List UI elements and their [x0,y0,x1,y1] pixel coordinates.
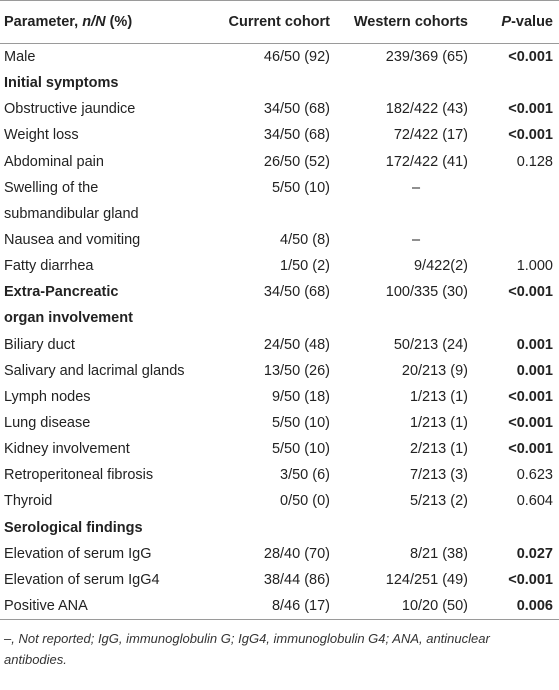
cell-western-cohorts [340,201,480,227]
cell-western-cohorts: 100/335 (30) [385,284,468,301]
cell-p-value [480,70,559,96]
header-parameter: Parameter, n/N (%) [0,1,197,44]
cell-western-cohorts: 10/20 (50) [340,593,480,620]
table-header [0,1,559,44]
cell-parameter: Biliary duct [4,336,75,353]
cell-p-value: <0.001 [508,127,553,144]
cell-current-cohort: 13/50 (26) [263,362,330,379]
cell-parameter: Extra-Pancreatic [4,284,119,301]
cell-p-value [480,227,559,253]
table-row [0,410,559,436]
header-row [0,1,559,44]
table-row [0,462,559,488]
table-row [0,96,559,122]
cell-current-cohort [197,515,340,541]
cell-parameter: Fatty diarrhea [4,258,94,275]
cell-parameter: submandibular gland [4,205,139,222]
cell-western-cohorts: 1/213 (1) [409,415,468,432]
cell-western-cohorts: – [412,179,421,196]
cell-parameter: Lung disease [4,415,91,432]
cell-parameter: Elevation of serum IgG [4,545,152,562]
table-row [0,227,559,253]
cell-p-value: 0.001 [516,336,553,353]
cell-parameter: Male [4,49,36,66]
cell-current-cohort: 38/44 (86) [263,571,330,588]
cell-western-cohorts [340,515,480,541]
cell-current-cohort: 4/50 (8) [280,232,330,249]
cell-current-cohort: 28/40 (70) [263,545,330,562]
cell-current-cohort: 1/50 (2) [280,258,330,275]
table-row [0,436,559,462]
cell-current-cohort [197,305,340,331]
cell-western-cohorts: 20/213 (9) [401,362,468,379]
cell-parameter: Kidney involvement [4,441,130,458]
cell-parameter: Positive ANA [0,593,197,620]
cell-p-value: 1.000 [516,258,553,275]
cell-parameter: Obstructive jaundice [4,101,136,118]
table-row [0,279,559,305]
cell-p-value: 0.623 [516,467,553,484]
cell-western-cohorts: 182/422 (43) [385,101,468,118]
cell-p-value: <0.001 [508,441,553,458]
cell-parameter: Nausea and vomiting [4,232,141,249]
cell-p-value [480,515,559,541]
cell-western-cohorts: 2/213 (1) [409,441,468,458]
cell-current-cohort: 26/50 (52) [263,153,330,170]
cell-current-cohort: 5/50 (10) [271,415,330,432]
cell-parameter: Abdominal pain [4,153,104,170]
cell-p-value: <0.001 [508,571,553,588]
cell-western-cohorts: 72/422 (17) [393,127,468,144]
table-body [0,44,559,620]
cell-western-cohorts [340,70,480,96]
cell-p-value: 0.006 [480,593,559,620]
cell-current-cohort: 24/50 (48) [263,336,330,353]
cell-western-cohorts: 1/213 (1) [409,388,468,405]
cell-p-value [480,175,559,201]
cell-western-cohorts: 9/422(2) [413,258,468,275]
cell-parameter: Lymph nodes [4,388,91,405]
header-western-cohorts: Western cohorts [340,1,480,44]
table-row [0,201,559,227]
cell-western-cohorts: 7/213 (3) [409,467,468,484]
table-row [0,70,559,96]
table-row [0,44,559,71]
cell-p-value [480,201,559,227]
cell-current-cohort [197,70,340,96]
table-row [0,541,559,567]
cell-p-value [480,305,559,331]
cell-parameter: Retroperitoneal fibrosis [4,467,154,484]
cell-western-cohorts [340,305,480,331]
cell-p-value: 0.027 [516,545,553,562]
table-row [0,122,559,148]
cell-current-cohort: 3/50 (6) [280,467,330,484]
cell-western-cohorts: 239/369 (65) [385,49,468,66]
cell-parameter: Swelling of the [4,179,99,196]
cell-p-value: <0.001 [508,49,553,66]
table-row [0,175,559,201]
cell-western-cohorts: 172/422 (41) [385,153,468,170]
cell-current-cohort: 46/50 (92) [263,49,330,66]
table-row [0,358,559,384]
cell-p-value: 0.604 [516,493,553,510]
cell-parameter: Thyroid [4,493,53,510]
cell-current-cohort: 0/50 (0) [280,493,330,510]
cell-p-value: <0.001 [508,101,553,118]
cell-current-cohort: 5/50 (10) [271,179,330,196]
table-row [0,305,559,331]
cell-p-value: <0.001 [508,388,553,405]
cell-parameter: Elevation of serum IgG4 [4,571,160,588]
cell-p-value: 0.001 [516,362,553,379]
cell-western-cohorts: – [412,232,421,249]
cell-current-cohort: 8/46 (17) [197,593,340,620]
cell-parameter: Serological findings [4,519,143,536]
cell-western-cohorts: 5/213 (2) [409,493,468,510]
header-current-cohort: Current cohort [197,1,340,44]
cell-p-value: 0.128 [516,153,553,170]
table-footnote: –, Not reported; IgG, immunoglobulin G; IgG4, immunoglobulin G4; ANA, antinuclear antibodies. [4,631,490,668]
cell-western-cohorts: 8/21 (38) [409,545,468,562]
cell-parameter: Weight loss [4,127,79,144]
cell-western-cohorts: 124/251 (49) [385,571,468,588]
cell-p-value: <0.001 [508,415,553,432]
table-row [0,253,559,279]
cell-p-value: <0.001 [508,284,553,301]
cell-current-cohort: 34/50 (68) [263,101,330,118]
table-row [0,149,559,175]
cell-parameter: Salivary and lacrimal glands [4,362,185,379]
cell-current-cohort: 34/50 (68) [263,284,330,301]
cell-current-cohort: 5/50 (10) [271,441,330,458]
cell-current-cohort: 9/50 (18) [271,388,330,405]
cell-current-cohort [197,201,340,227]
table-row [0,332,559,358]
cell-parameter: Initial symptoms [4,75,119,92]
table-row [0,593,559,620]
header-p-value: P-value [480,1,559,44]
table-row [0,515,559,541]
cell-western-cohorts: 50/213 (24) [393,336,468,353]
table-row [0,567,559,593]
table-row [0,384,559,410]
table-row [0,488,559,514]
cell-current-cohort: 34/50 (68) [263,127,330,144]
cell-parameter: organ involvement [4,310,133,327]
